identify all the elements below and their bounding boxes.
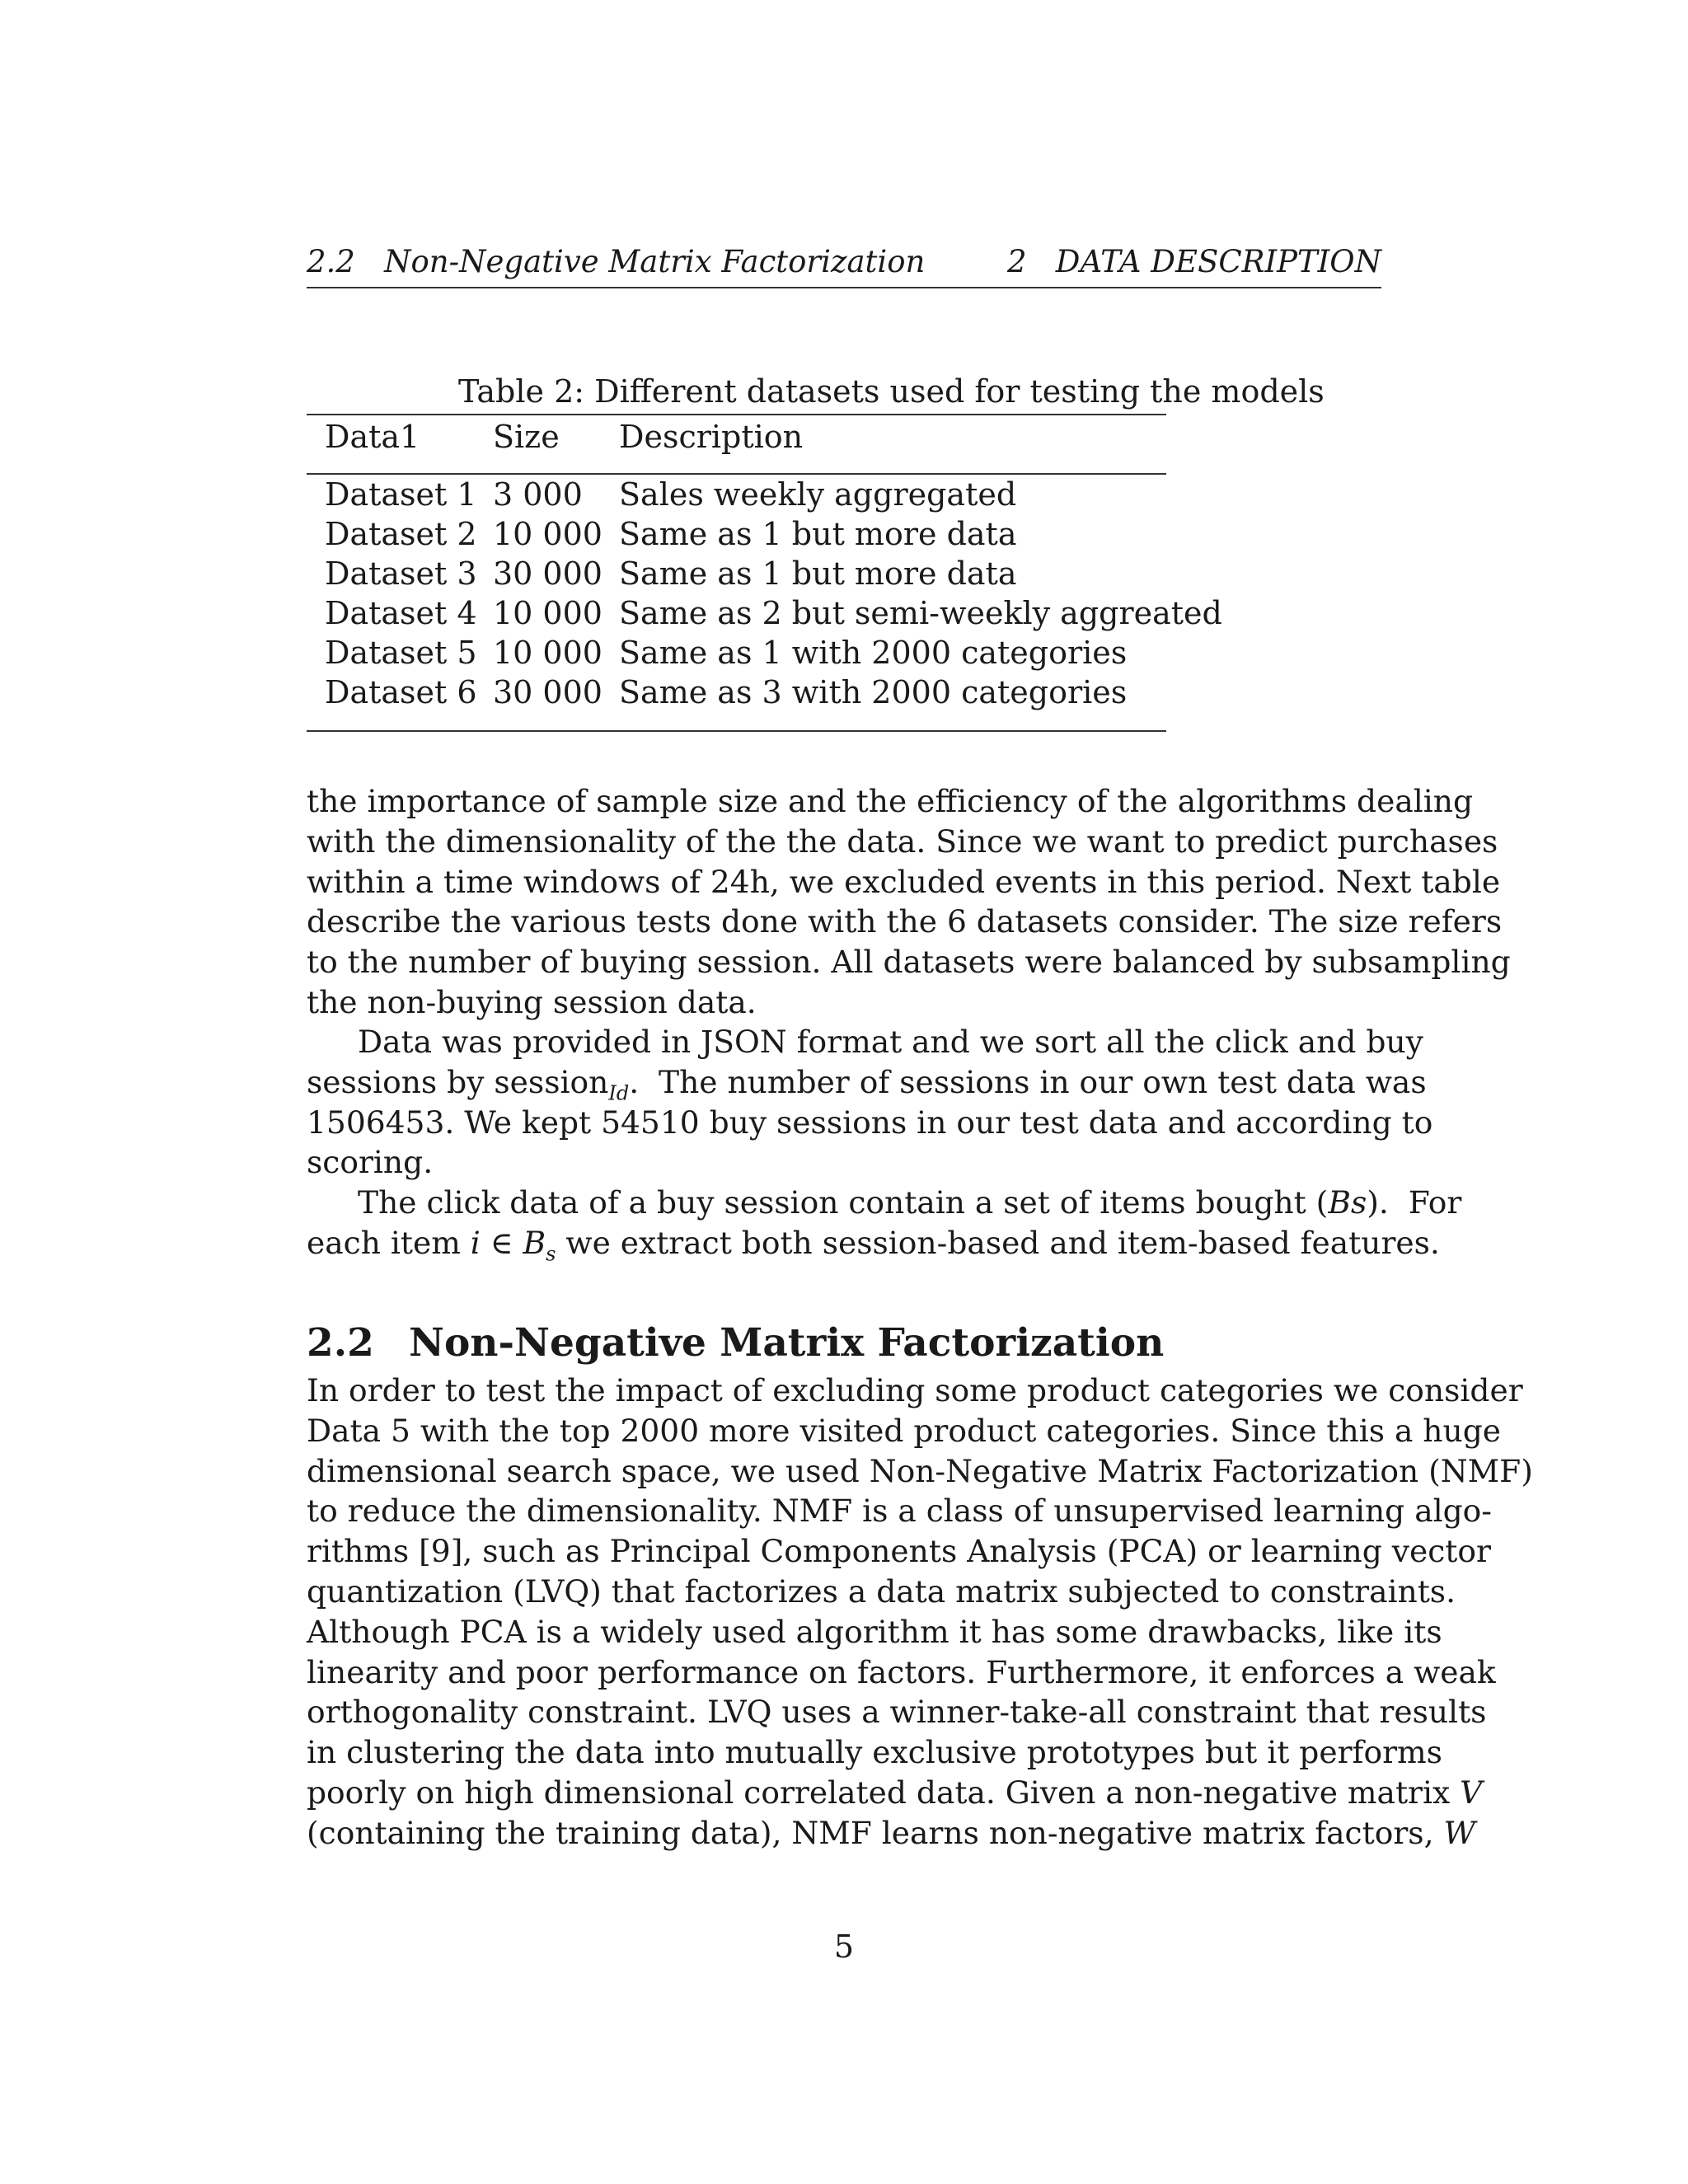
text-line: the importance of sample size and the efficiency of the algorithms dealing — [307, 783, 1474, 819]
paragraph-nmf — [307, 1371, 1533, 1854]
text-fragment: we extract both session-based and item-based features. — [556, 1224, 1440, 1261]
text-line: with the dimensionality of the the data. Since we want to predict purchases — [307, 823, 1498, 860]
table-cell: 30 000 — [493, 674, 603, 710]
table-cell: 10 000 — [493, 635, 603, 671]
math-w: W — [1443, 1814, 1476, 1851]
text-line: to reduce the dimensionality. NMF is a class of unsupervised learning algo- — [307, 1493, 1492, 1530]
table-top-rule — [307, 414, 1166, 415]
math-bs: Bs — [1328, 1184, 1367, 1221]
text-line: within a time windows of 24h, we excluded events in this period. Next table — [307, 863, 1501, 900]
subscript-s: s — [546, 1242, 556, 1266]
text-fragment: ). For — [1367, 1184, 1462, 1221]
table-cell: 30 000 — [493, 555, 603, 592]
table-cell: 3 000 — [493, 476, 583, 513]
math-i: i — [470, 1224, 481, 1261]
text-line — [307, 1062, 1427, 1105]
text-fragment: sessions by session — [307, 1063, 609, 1100]
text-line: to the number of buying session. All datasets were balanced by subsampling — [307, 944, 1511, 981]
table-caption: Table 2: Different datasets used for testing the models — [458, 373, 1325, 410]
table-cell: Sales weekly aggregated — [619, 476, 1017, 513]
text-line: describe the various tests done with the 6 datasets consider. The size refers — [307, 903, 1503, 940]
section-heading — [307, 1320, 1164, 1366]
text-line: Data 5 with the top 2000 more visited product categories. Since this a huge — [307, 1412, 1501, 1449]
text-line: dimensional search space, we used Non-Negative Matrix Factorization (NMF) — [307, 1452, 1533, 1489]
table-cell: Dataset 4 — [325, 595, 477, 631]
text-line: Data was provided in JSON format and we sort all the click and buy — [358, 1024, 1423, 1060]
text-line: orthogonality constraint. LVQ uses a winner-take-all constraint that results — [307, 1694, 1487, 1731]
table-header-data1: Data1 — [325, 419, 420, 455]
text-line — [307, 1813, 1476, 1854]
math-v: V — [1460, 1774, 1483, 1811]
text-line — [307, 1773, 1483, 1813]
table-cell: Dataset 2 — [325, 516, 477, 552]
text-fragment: (containing the training data), NMF learns non-negative matrix factors, — [307, 1814, 1444, 1851]
paragraph-sample-size — [307, 781, 1511, 1023]
table-mid-rule — [307, 473, 1166, 475]
text-line: quantization (LVQ) that factorizes a data matrix subjected to constraints. — [307, 1572, 1456, 1610]
text-line — [307, 1183, 1462, 1223]
table-cell: 10 000 — [493, 516, 603, 552]
text-line: In order to test the impact of excluding some product categories we consider — [307, 1372, 1523, 1408]
text-fragment: poorly on high dimensional correlated data. Given a non-negative matrix — [307, 1774, 1461, 1811]
paragraph-data-format — [307, 1022, 1433, 1183]
table-cell: Same as 1 with 2000 categories — [619, 635, 1128, 671]
table-cell: Same as 3 with 2000 categories — [619, 674, 1128, 710]
running-header-right: 2 DATA DESCRIPTION — [1006, 244, 1381, 279]
math-element-of: ∈ — [480, 1224, 523, 1261]
text-line: rithms [9], such as Principal Components Analysis (PCA) or learning vector — [307, 1533, 1491, 1570]
table-cell: Dataset 6 — [325, 674, 477, 710]
table-header-description: Description — [619, 419, 804, 455]
section-title: Non-Negative Matrix Factorization — [409, 1320, 1165, 1366]
table-cell: Same as 2 but semi-weekly aggreated — [619, 595, 1222, 631]
table-cell: Same as 1 but more data — [619, 555, 1017, 592]
text-line: linearity and poor performance on factors. Furthermore, it enforces a weak — [307, 1653, 1496, 1690]
table-cell: Dataset 3 — [325, 555, 477, 592]
text-line — [307, 1223, 1440, 1266]
math-b: B — [523, 1224, 546, 1261]
section-number: 2.2 — [307, 1320, 374, 1366]
table-header-size: Size — [493, 419, 560, 455]
subscript-id: Id — [608, 1081, 630, 1105]
running-header — [307, 241, 1381, 288]
text-fragment: each item — [307, 1224, 471, 1261]
text-line: 1506453. We kept 54510 buy sessions in our test data and according to — [307, 1104, 1433, 1141]
text-line: in clustering the data into mutually exclusive prototypes but it performs — [307, 1734, 1442, 1771]
running-header-left: 2.2 Non-Negative Matrix Factorization — [307, 244, 926, 279]
text-line: the non-buying session data. — [307, 983, 757, 1020]
text-fragment: The click data of a buy session contain a set of items bought ( — [358, 1184, 1329, 1221]
text-line: scoring. — [307, 1144, 434, 1181]
page-number: 5 — [833, 1929, 855, 1965]
table-cell: Same as 1 but more data — [619, 516, 1017, 552]
table-bottom-rule — [307, 730, 1166, 732]
text-fragment: . The number of sessions in our own test data was — [629, 1063, 1427, 1100]
table-cell: 10 000 — [493, 595, 603, 631]
table-cell: Dataset 1 — [325, 476, 477, 513]
table-cell: Dataset 5 — [325, 635, 477, 671]
paragraph-click-data — [307, 1183, 1462, 1266]
text-line: Although PCA is a widely used algorithm it has some drawbacks, like its — [307, 1613, 1442, 1650]
